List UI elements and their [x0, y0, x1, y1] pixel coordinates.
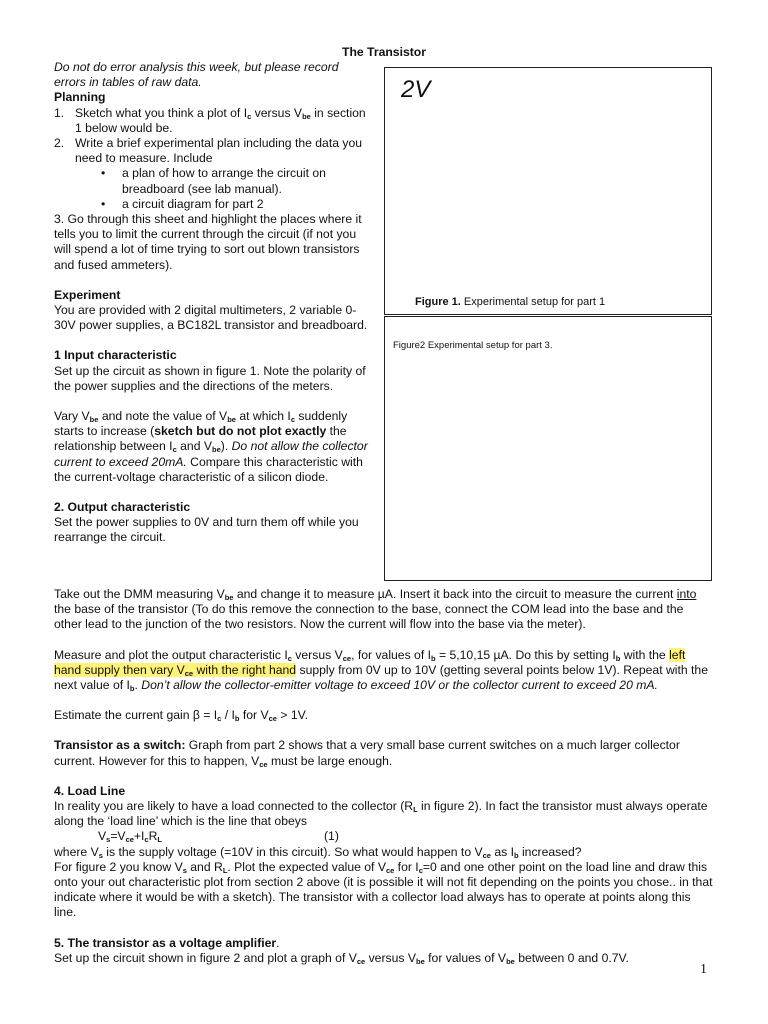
planning-item-3: 3. Go through this sheet and highlight the places where it tells you to limit the current through the circuit (if not you will spend a lot of time trying to sort out blown transistors and fused ammeters). [54, 212, 362, 272]
planning-list [54, 106, 372, 167]
bullet-item: • a circuit diagram for part 2 [101, 196, 264, 211]
planning-item-2: 2. Write a brief experimental plan including the data you need to measure. Include [54, 136, 363, 166]
section4-para3: For figure 2 you know $V_s$ and $R_L$. Plot the expected value of $V_{ce}$ for $I_c=0$ and one other point on the load line and draw this onto your out characteristic plot from section 2 above (it is possible it will not fit depending on the points you chose.. in that indicate where it would be with a sketch). The transistor with a collector load always has to operate at points along this line. [54, 859, 713, 920]
page-number: 1 [700, 962, 707, 977]
figure1-box [384, 67, 712, 315]
figure2-box [384, 316, 712, 581]
figure1-caption: Figure 1. Experimental setup for part 1 [415, 296, 606, 308]
section1-para1: Set up the circuit as shown in figure 1. Note the polarity of the power supplies and the directions of the meters. [54, 363, 366, 393]
section1-para2: Vary $V_{be}$ and note the value of $V_{be}$ at which $I_c$ suddenly starts to increase (sketch but do not plot exactly the relationship between $I_c$ and $V_{be}$). Do not allow the collector current to exceed 20mA. Compare this characteristic with the current-voltage characteristic of a silicon diode. [54, 409, 368, 484]
load-line-equation: $V_s=V_{ce}+I_cR_L$ (1) [98, 829, 339, 845]
section4-para2: where $V_s$ is the supply voltage (=10V in this circuit). So what would happen to $V_{ce}$ as $I_b$ increased? [54, 844, 582, 860]
equation-number: (1) [324, 829, 339, 844]
section5-para1: Set up the circuit shown in figure 2 and plot a graph of $V_{ce}$ versus $V_{be}$ for values of $V_{be}$ between 0 and 0.7V. [54, 950, 629, 966]
planning-bullets [54, 166, 372, 212]
section2-heading: 2. Output characteristic [54, 500, 191, 515]
planning-heading: Planning [54, 90, 106, 105]
section4-heading: 4. Load Line [54, 783, 126, 798]
section2-para4: Estimate the current gain $\beta = I_c / I_b$ for $V_{ce} > 1V$. [54, 708, 309, 724]
planning-item-1: 1. Sketch what you think a plot of $I_c$ versus $V_{be}$ in section 1 below would be. [54, 105, 366, 135]
section2-para2: Take out the DMM measuring $V_{be}$ and change it to measure µA. Insert it back into the circuit to measure the current into the base of the transistor (To do this remove the connection to the base, connect the COM lead into the base and the other lead to the junction of the two resistors. Now the current will flow into the base via the meter). [54, 587, 697, 632]
main-body [54, 587, 714, 966]
switch-para: Transistor as a switch: Graph from part 2 shows that a very small base current switches on a much larger collector current. However for this to happen, $V_{ce}$ must be large enough. [54, 738, 680, 769]
section4-para1: In reality you are likely to have a load connected to the collector ($R_L$ in figure 2). In fact the transistor must always operate along the ‘load line’ which is the line that obeys [54, 799, 708, 829]
handwritten-annotation: 2V [401, 76, 431, 103]
intro-note: Do not do error analysis this week, but please record errors in tables of raw data. [54, 60, 339, 90]
section5-heading: 5. The transistor as a voltage amplifier. [54, 935, 280, 950]
bullet-icon: • [101, 196, 106, 211]
experiment-text: You are provided with 2 digital multimeters, 2 variable 0-30V power supplies, a BC182L transistor and breadboard. [54, 303, 368, 333]
experiment-heading: Experiment [54, 287, 121, 302]
highlighted-text: left hand supply then vary $V_{ce}$ with the right hand [54, 647, 686, 678]
section2-para3: Measure and plot the output characteristic $I_c$ versus $V_{ce}$, for values of $I_b = 5,10,15$ µA. Do this by setting $I_b$ with the left hand supply then vary $V_{ce}$ with the right hand supply from 0V up to 10V (getting several points below 1V). Repeat with the next value of $I_b$. Don’t allow the collector-emitter voltage to exceed 10V or the collector current to exceed 20 mA. [54, 647, 708, 694]
bullet-icon: • [101, 166, 106, 181]
page-title: The Transistor [342, 45, 426, 59]
section1-heading: 1 Input characteristic [54, 348, 177, 363]
bullet-item: • a plan of how to arrange the circuit on breadboard (see lab manual). [101, 166, 326, 196]
section2-para1: Set the power supplies to 0V and turn them off while you rearrange the circuit. [54, 515, 359, 545]
figure2-caption: Figure2 Experimental setup for part 3. [393, 340, 553, 351]
left-column [54, 60, 372, 546]
